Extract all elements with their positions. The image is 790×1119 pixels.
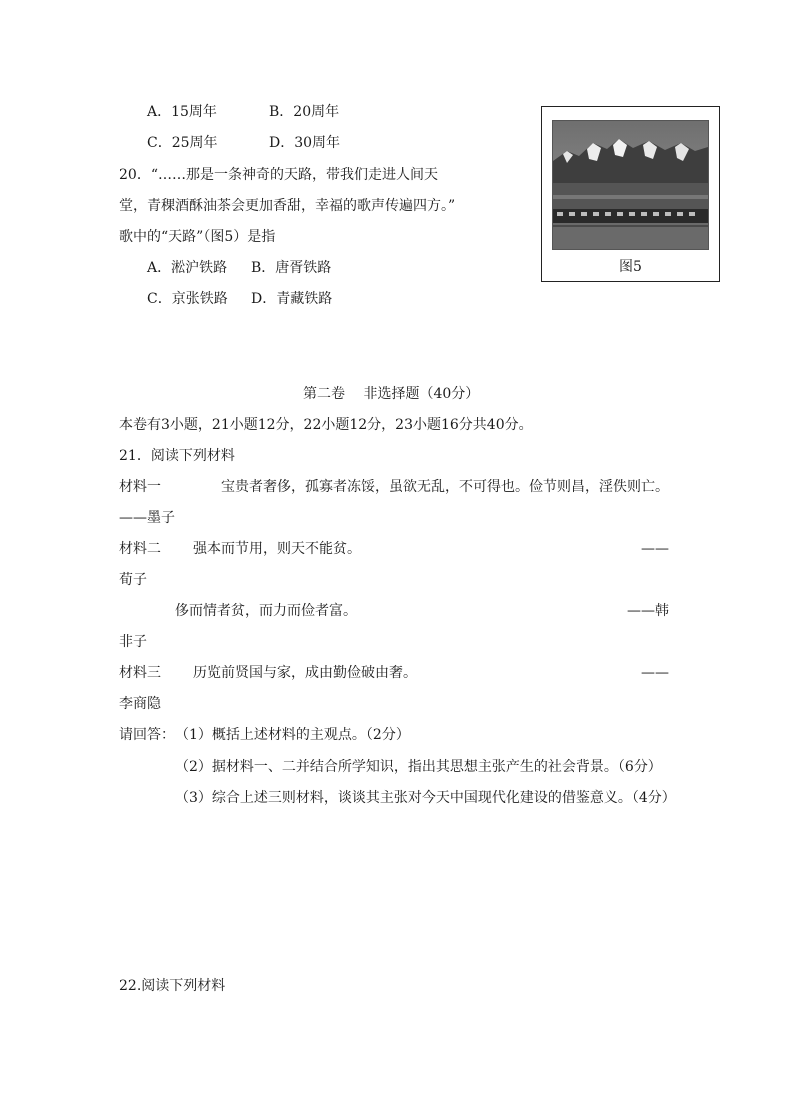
material-2-source: 荀子 <box>119 572 147 588</box>
q19-option-d: D．30周年 <box>269 135 341 151</box>
section-title: 第二卷 非选择题（40分） <box>303 386 480 402</box>
railway-photo-image <box>553 121 708 249</box>
q22-heading: 22.阅读下列材料 <box>119 978 226 994</box>
q21-ask-1: （1）概括上述材料的主观点。（2分） <box>175 727 410 743</box>
q19-option-c: C．25周年 <box>147 135 218 151</box>
material-1-source: ——墨子 <box>119 510 175 526</box>
figure-5 <box>541 106 720 282</box>
material-1-label: 材料一 <box>119 479 161 495</box>
q21-ask-2: （2）据材料一、二并结合所学知识，指出其思想主张产生的社会背景。（6分） <box>175 759 662 775</box>
material-3-text: 历览前贤国与家，成由勤俭破由奢。 <box>193 665 417 681</box>
q21-heading: 21．阅读下列材料 <box>119 448 235 464</box>
material-2-label: 材料二 <box>119 541 161 557</box>
material-3-source: 李商隐 <box>119 696 161 712</box>
material-2b-source: 非子 <box>119 634 147 650</box>
figure-caption: 图5 <box>619 259 642 275</box>
material-3-label: 材料三 <box>119 665 161 681</box>
q20-option-d: D．青藏铁路 <box>251 291 333 307</box>
material-2b-dash: ——韩 <box>627 603 669 619</box>
q21-ask-prefix: 请回答： <box>119 727 175 743</box>
material-2-text: 强本而节用，则天不能贫。 <box>193 541 361 557</box>
q19-option-b: B．20周年 <box>269 104 340 120</box>
q20-option-c: C．京张铁路 <box>147 291 228 307</box>
railway-photo <box>552 120 709 250</box>
section-intro: 本卷有3小题，21小题12分，22小题12分，23小题16分共40分。 <box>119 417 533 433</box>
material-3-dash: —— <box>641 665 669 681</box>
q19-option-a: A．15周年 <box>147 104 217 120</box>
q20-option-b: B．唐胥铁路 <box>251 260 332 276</box>
q21-ask-3: （3）综合上述三则材料，谈谈其主张对今天中国现代化建设的借鉴意义。（4分） <box>175 790 676 806</box>
material-2-dash: —— <box>641 541 669 557</box>
q20-option-a: A．淞沪铁路 <box>147 260 228 276</box>
q20-stem-line1: 20．“……那是一条神奇的天路，带我们走进人间天 <box>119 167 438 183</box>
q20-stem-line3: 歌中的“天路”（图5）是指 <box>119 229 276 245</box>
material-2b-text: 侈而情者贫，而力而俭者富。 <box>175 603 357 619</box>
material-1-text: 宝贵者奢侈，孤寡者冻馁，虽欲无乱，不可得也。俭节则昌，淫佚则亡。 <box>221 479 669 495</box>
q20-stem-line2: 堂，青稞酒酥油茶会更加香甜，幸福的歌声传遍四方。” <box>119 198 456 214</box>
